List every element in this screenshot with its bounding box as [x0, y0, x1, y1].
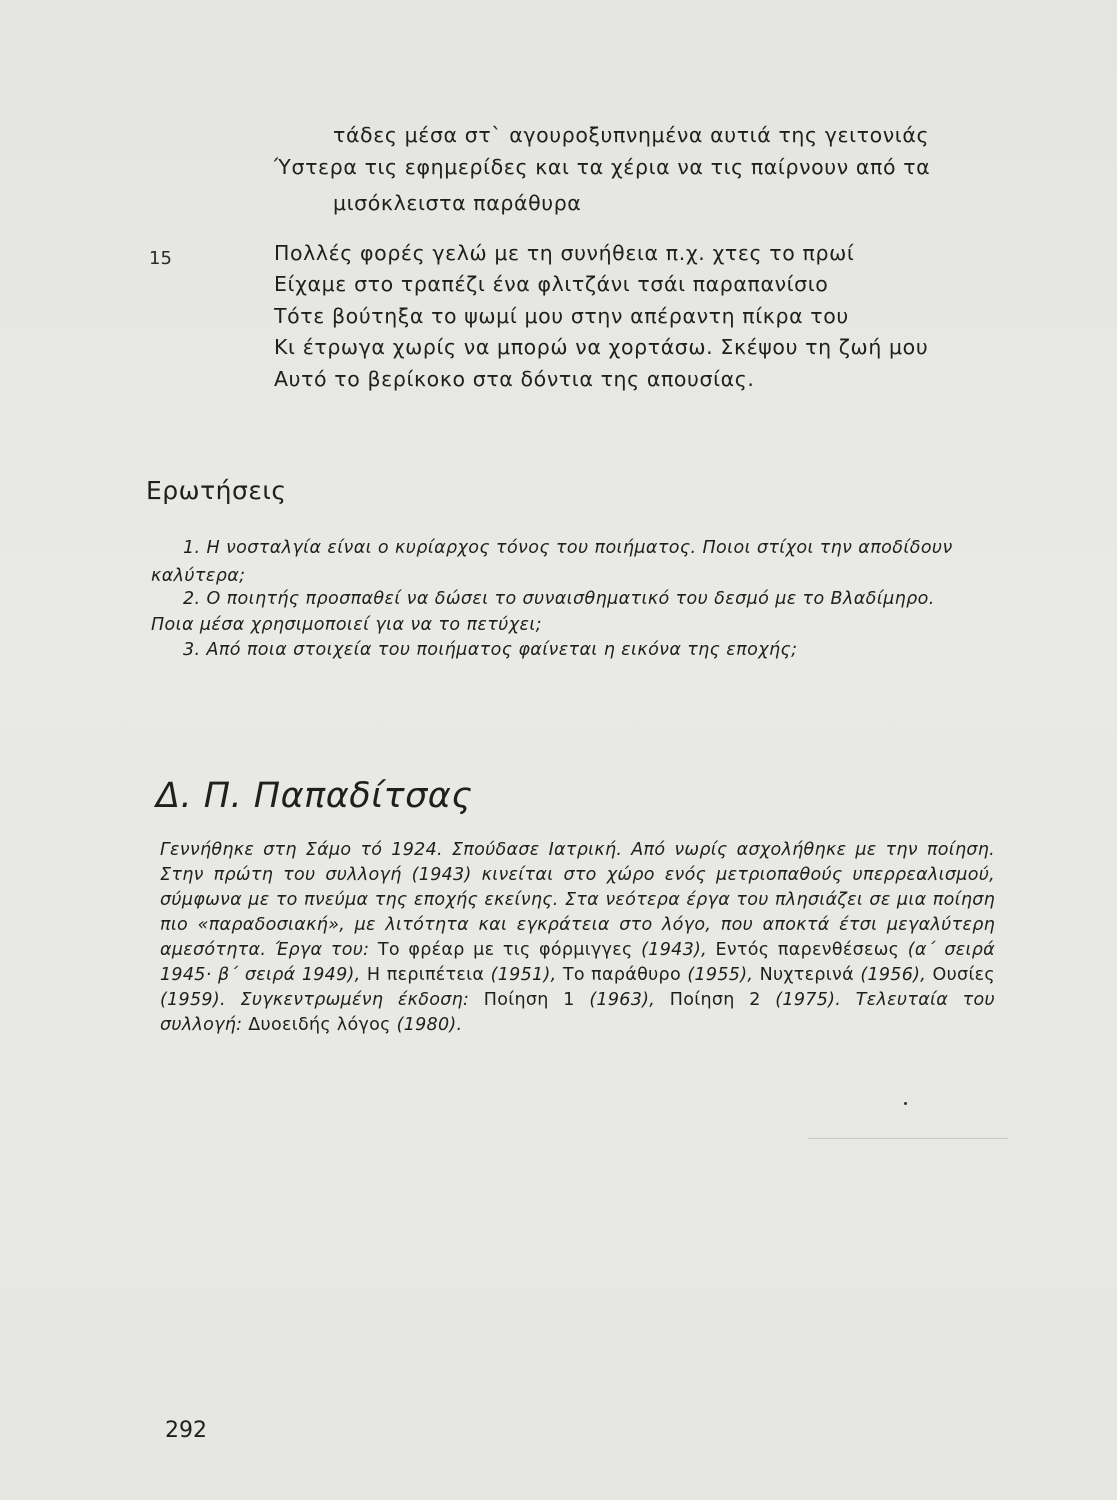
question-2-line-1: 2. Ο ποιητής προσπαθεί να δώσει το συναισθηματικό του δεσμό με το Βλαδίμηρο.: [183, 589, 935, 609]
work-year: (1963),: [589, 990, 656, 1010]
poem-line-7: Κι έτρωγα χωρίς να μπορώ να χορτάσω. Σκέψου τη ζωή μου: [274, 335, 929, 359]
work-year: (1980).: [396, 1015, 463, 1035]
work-title: Το φρέαρ με τις φόρμιγγες: [377, 940, 633, 960]
work-year: (1943),: [641, 940, 707, 960]
work-title: Εντός παρενθέσεως: [715, 940, 900, 960]
work-year: (1956),: [860, 965, 927, 985]
question-1-line-2: καλύτερα;: [151, 566, 246, 586]
work-title: Δυοειδής λόγος: [248, 1015, 391, 1035]
author-name: Δ. Π. Παπαδίτσας: [156, 776, 473, 816]
work-year: (1955),: [687, 965, 754, 985]
poem-line-2: Ύστερα τις εφημερίδες και τα χέρια να τις παίρνουν από τα: [274, 155, 931, 179]
works-label: Έργα του:: [274, 940, 370, 960]
work-title: Ποίηση 1: [483, 990, 575, 1010]
question-2-line-2: Ποια μέσα χρησιμοποιεί για να το πετύχει;: [151, 615, 542, 635]
collected-label: Συγκεντρωμένη έκδοση:: [240, 990, 470, 1010]
poem-line-3: μισόκλειστα παράθυρα: [333, 191, 582, 215]
work-title: Ουσίες: [932, 965, 995, 985]
question-3-line-1: 3. Από ποια στοιχεία του ποιήματος φαίνεται η εικόνα της εποχής;: [183, 640, 798, 660]
bio-intro: Γεννήθηκε στη Σάμο τό 1924. Σπούδασε Ιατρική. Από νωρίς ασχολήθηκε με την ποίηση. Στην πρώτη του συλλογή (1943) κινείται στο χώρο ενός μετριοπαθούς υπερρεαλισμού, σύμφωνα με το πνεύμα της εποχής εκείνης. Στα νεότερα έργα του πλησιάζει σε μια ποίηση πιο «παραδοσιακή», με λιτότητα και εγκράτεια στο λόγο, που αποκτά έτσι μεγαλύτερη αμεσότητα.: [160, 840, 995, 960]
faint-divider: [808, 1138, 1008, 1139]
work-year: (α΄ σειρά 1945· β΄ σειρά 1949),: [160, 940, 995, 985]
stray-dot: [904, 1102, 907, 1105]
questions-heading: Ερωτήσεις: [146, 476, 287, 505]
poem-line-6: Τότε βούτηξα το ψωμί μου στην απέραντη πίκρα του: [274, 304, 849, 328]
poem-line-4: Πολλές φορές γελώ με τη συνήθεια π.χ. χτες το πρωί: [274, 241, 855, 265]
work-year: (1951),: [490, 965, 557, 985]
work-title: Η περιπέτεια: [366, 965, 485, 985]
poem-line-5: Είχαμε στο τραπέζι ένα φλιτζάνι τσάι παραπανίσιο: [274, 272, 829, 296]
line-number: 15: [149, 248, 172, 269]
author-bio: [160, 838, 995, 1038]
work-title: Νυχτερινά: [759, 965, 854, 985]
last-collection-label: Τελευταία του συλλογή:: [160, 990, 995, 1035]
poem-line-1: τάδες μέσα στ` αγουροξυπνημένα αυτιά της γειτονιάς: [333, 123, 930, 147]
work-title: Ποίηση 2: [669, 990, 761, 1010]
work-year: (1975).: [775, 990, 842, 1010]
work-title: Το παράθυρο: [562, 965, 681, 985]
work-year: (1959).: [160, 990, 226, 1010]
question-1-line-1: 1. Η νοσταλγία είναι ο κυρίαρχος τόνος του ποιήματος. Ποιοι στίχοι την αποδίδουν: [183, 538, 953, 558]
page-number: 292: [165, 1418, 207, 1443]
poem-line-8: Αυτό το βερίκοκο στα δόντια της απουσίας.: [274, 367, 755, 391]
